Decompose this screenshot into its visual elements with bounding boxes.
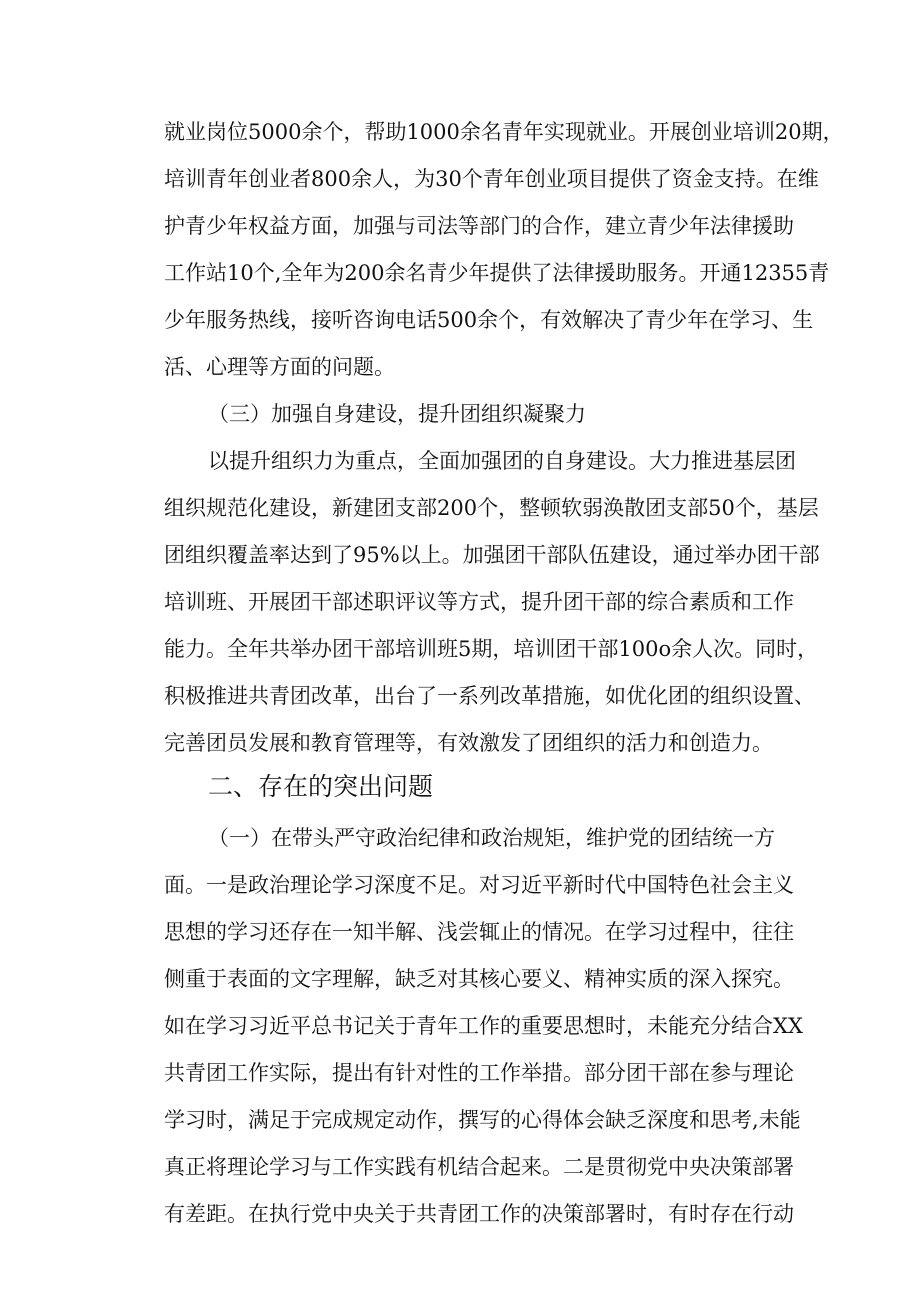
text-line: 就业岗位5000余个，帮助1000余名青年实现就业。开展创业培训20期， [164, 120, 844, 144]
text-line: 能力。全年共举办团干部培训班5期，培训团干部100o余人次。同时， [164, 637, 819, 661]
text-line: 完善团员发展和教育管理等，有效激发了团组织的活力和创造力。 [164, 731, 773, 755]
text-line: 培训班、开展团干部述职评议等方式，提升团干部的综合素质和工作 [164, 590, 794, 614]
text-line: 组织规范化建设，新建团支部200个，整顿软弱涣散团支部50个，基层 [164, 496, 819, 520]
text-line: 如在学习习近平总书记关于青年工作的重要思想时，未能充分结合XX [164, 1014, 803, 1038]
text-line: 侧重于表面的文字理解，缺乏对其核心要义、精神实质的深入探究。 [164, 967, 794, 991]
text-line: 工作站10个,全年为200余名青少年提供了法律援助服务。开通12355青 [164, 261, 830, 285]
text-line: 活、心理等方面的问题。 [164, 355, 395, 379]
section-subheading: （一）在带头严守政治纪律和政治规矩，维护党的团结统一方 [208, 826, 775, 850]
text-line: 学习时，满足于完成规定动作，撰写的心得体会缺乏深度和思考,未能 [164, 1108, 801, 1132]
text-line: 积极推进共青团改革，出台了一系列改革措施，如优化团的组织设置、 [164, 684, 815, 708]
text-line: 真正将理论学习与工作实践有机结合起来。二是贯彻党中央决策部署 [164, 1155, 794, 1179]
text-line: 有差距。在执行党中央关于共青团工作的决策部署时，有时存在行动 [164, 1202, 794, 1226]
text-line: 面。一是政治理论学习深度不足。对习近平新时代中国特色社会主义 [164, 873, 794, 897]
text-line: 以提升组织力为重点，全面加强团的自身建设。大力推进基层团 [208, 449, 796, 473]
section-subheading: （三）加强自身建设，提升团组织凝聚力 [208, 402, 586, 426]
text-line: 培训青年创业者800余人，为30个青年创业项目提供了资金支持。在维 [164, 167, 819, 191]
text-line: 少年服务热线，接听咨询电话500余个，有效解决了青少年在学习、生 [164, 308, 814, 332]
text-line: 思想的学习还存在一知半解、浅尝辄止的情况。在学习过程中，往往 [164, 920, 794, 944]
text-line: 共青团工作实际，提出有针对性的工作举措。部分团干部在参与理论 [164, 1061, 794, 1085]
section-heading: 二、存在的突出问题 [208, 772, 434, 801]
text-line: 团组织覆盖率达到了95%以上。加强团干部队伍建设，通过举办团干部 [164, 543, 820, 567]
text-line: 护青少年权益方面，加强与司法等部门的合作，建立青少年法律援助 [164, 214, 794, 238]
